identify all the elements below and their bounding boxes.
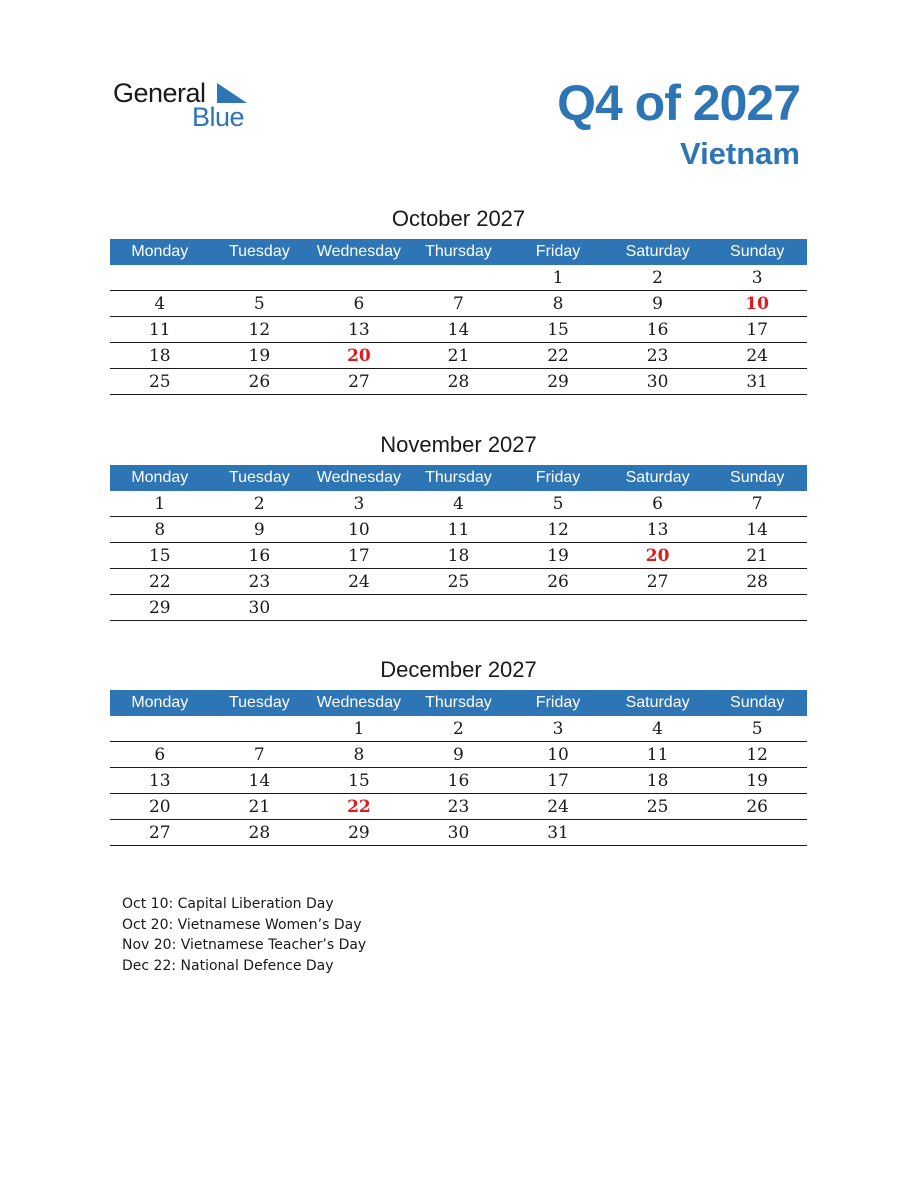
day-cell: 12 [508, 517, 608, 543]
empty-day-cell [707, 820, 807, 846]
holiday-notes [122, 894, 366, 976]
weekday-header: Thursday [409, 239, 509, 265]
day-cell: 11 [608, 742, 708, 768]
day-cell: 25 [409, 569, 509, 595]
empty-day-cell [608, 595, 708, 621]
day-cell: 14 [409, 317, 509, 343]
weekday-header-row [110, 465, 807, 491]
month-calendar [110, 206, 807, 395]
month-calendar [110, 657, 807, 846]
day-cell: 23 [409, 794, 509, 820]
day-cell: 26 [210, 369, 310, 395]
day-cell: 26 [508, 569, 608, 595]
day-cell: 4 [409, 491, 509, 517]
week-row [110, 595, 807, 621]
day-cell: 19 [210, 343, 310, 369]
week-row [110, 517, 807, 543]
day-cell: 6 [309, 291, 409, 317]
day-cell: 1 [110, 491, 210, 517]
day-cell: 22 [508, 343, 608, 369]
day-cell: 5 [508, 491, 608, 517]
weekday-header-row [110, 239, 807, 265]
day-cell: 21 [409, 343, 509, 369]
day-cell: 24 [508, 794, 608, 820]
day-cell: 13 [110, 768, 210, 794]
day-cell: 14 [210, 768, 310, 794]
month-title: October 2027 [391, 206, 526, 231]
day-cell: 2 [608, 265, 708, 291]
day-cell: 5 [210, 291, 310, 317]
day-cell: 23 [210, 569, 310, 595]
week-row [110, 543, 807, 569]
holiday-note: Oct 10: Capital Liberation Day [122, 896, 334, 912]
day-cell: 18 [110, 343, 210, 369]
day-cell: 31 [508, 820, 608, 846]
day-cell: 21 [210, 794, 310, 820]
day-cell: 1 [508, 265, 608, 291]
day-cell: 18 [608, 768, 708, 794]
day-cell: 3 [309, 491, 409, 517]
day-cell: 14 [707, 517, 807, 543]
day-cell: 10 [508, 742, 608, 768]
day-cell: 11 [409, 517, 509, 543]
empty-day-cell [409, 595, 509, 621]
week-row [110, 768, 807, 794]
day-cell: 15 [309, 768, 409, 794]
day-cell: 29 [309, 820, 409, 846]
day-cell: 27 [309, 369, 409, 395]
day-cell: 8 [508, 291, 608, 317]
logo-general-text: General [113, 78, 206, 108]
holiday-note: Oct 20: Vietnamese Women’s Day [122, 916, 362, 933]
weekday-header: Wednesday [309, 239, 409, 265]
empty-day-cell [309, 595, 409, 621]
empty-day-cell [210, 265, 310, 291]
day-cell: 10 [309, 517, 409, 543]
day-cell: 3 [508, 716, 608, 742]
day-cell: 20 [309, 343, 409, 369]
weekday-header: Monday [110, 239, 210, 265]
day-cell: 2 [210, 491, 310, 517]
month-calendar [110, 432, 807, 621]
day-cell: 24 [707, 343, 807, 369]
weekday-header: Tuesday [210, 690, 310, 716]
week-row [110, 820, 807, 846]
day-cell: 6 [110, 742, 210, 768]
day-cell: 31 [707, 369, 807, 395]
month-grid [110, 239, 807, 395]
day-cell: 29 [508, 369, 608, 395]
day-cell: 28 [707, 569, 807, 595]
day-cell: 2 [409, 716, 509, 742]
day-cell: 7 [707, 491, 807, 517]
weekday-header: Sunday [707, 690, 807, 716]
day-cell: 6 [608, 491, 708, 517]
empty-day-cell [409, 265, 509, 291]
weekday-header: Friday [508, 239, 608, 265]
weekday-header: Wednesday [309, 465, 409, 491]
day-cell: 13 [309, 317, 409, 343]
weekday-header: Saturday [608, 239, 708, 265]
day-cell: 16 [210, 543, 310, 569]
weekday-header: Monday [110, 690, 210, 716]
day-cell: 8 [309, 742, 409, 768]
day-cell: 24 [309, 569, 409, 595]
logo-blue-text: Blue [192, 102, 245, 132]
empty-day-cell [110, 265, 210, 291]
week-row [110, 716, 807, 742]
week-row [110, 369, 807, 395]
day-cell: 28 [210, 820, 310, 846]
weekday-header-row [110, 690, 807, 716]
month-grid [110, 465, 807, 621]
day-cell: 5 [707, 716, 807, 742]
week-row [110, 794, 807, 820]
day-cell: 17 [508, 768, 608, 794]
week-row [110, 569, 807, 595]
day-cell: 25 [110, 369, 210, 395]
day-cell: 10 [707, 291, 807, 317]
day-cell: 9 [409, 742, 509, 768]
day-cell: 27 [608, 569, 708, 595]
weekday-header: Tuesday [210, 239, 310, 265]
day-cell: 7 [409, 291, 509, 317]
day-cell: 16 [409, 768, 509, 794]
day-cell: 3 [707, 265, 807, 291]
weekday-header: Friday [508, 465, 608, 491]
week-row [110, 742, 807, 768]
weekday-header: Monday [110, 465, 210, 491]
empty-day-cell [608, 820, 708, 846]
month-title: December 2027 [380, 657, 537, 682]
week-row [110, 343, 807, 369]
day-cell: 9 [608, 291, 708, 317]
month-grid [110, 690, 807, 846]
weekday-header: Thursday [409, 690, 509, 716]
day-cell: 13 [608, 517, 708, 543]
day-cell: 18 [409, 543, 509, 569]
day-cell: 20 [608, 543, 708, 569]
generalblue-logo [113, 78, 253, 134]
day-cell: 28 [409, 369, 509, 395]
day-cell: 22 [309, 794, 409, 820]
country-name: Vietnam [679, 136, 800, 171]
day-cell: 4 [110, 291, 210, 317]
weekday-header: Sunday [707, 465, 807, 491]
day-cell: 4 [608, 716, 708, 742]
empty-day-cell [707, 595, 807, 621]
day-cell: 12 [210, 317, 310, 343]
day-cell: 30 [409, 820, 509, 846]
day-cell: 30 [608, 369, 708, 395]
day-cell: 7 [210, 742, 310, 768]
weekday-header: Sunday [707, 239, 807, 265]
weekday-header: Thursday [409, 465, 509, 491]
weekday-header: Tuesday [210, 465, 310, 491]
day-cell: 19 [707, 768, 807, 794]
day-cell: 8 [110, 517, 210, 543]
day-cell: 16 [608, 317, 708, 343]
day-cell: 15 [110, 543, 210, 569]
week-row [110, 265, 807, 291]
empty-day-cell [210, 716, 310, 742]
day-cell: 17 [309, 543, 409, 569]
day-cell: 17 [707, 317, 807, 343]
day-cell: 29 [110, 595, 210, 621]
holiday-note: Nov 20: Vietnamese Teacher’s Day [122, 937, 367, 953]
day-cell: 19 [508, 543, 608, 569]
day-cell: 30 [210, 595, 310, 621]
day-cell: 1 [309, 716, 409, 742]
week-row [110, 491, 807, 517]
quarter-title: Q4 of 2027 [557, 75, 800, 131]
day-cell: 11 [110, 317, 210, 343]
day-cell: 21 [707, 543, 807, 569]
week-row [110, 317, 807, 343]
day-cell: 26 [707, 794, 807, 820]
day-cell: 22 [110, 569, 210, 595]
week-row [110, 291, 807, 317]
day-cell: 20 [110, 794, 210, 820]
month-title: November 2027 [380, 432, 537, 457]
empty-day-cell [309, 265, 409, 291]
weekday-header: Wednesday [309, 690, 409, 716]
holiday-note: Dec 22: National Defence Day [122, 957, 334, 974]
empty-day-cell [508, 595, 608, 621]
day-cell: 9 [210, 517, 310, 543]
day-cell: 12 [707, 742, 807, 768]
weekday-header: Saturday [608, 465, 708, 491]
day-cell: 15 [508, 317, 608, 343]
weekday-header: Saturday [608, 690, 708, 716]
weekday-header: Friday [508, 690, 608, 716]
empty-day-cell [110, 716, 210, 742]
day-cell: 25 [608, 794, 708, 820]
day-cell: 23 [608, 343, 708, 369]
logo-triangle-icon [215, 82, 249, 104]
day-cell: 27 [110, 820, 210, 846]
